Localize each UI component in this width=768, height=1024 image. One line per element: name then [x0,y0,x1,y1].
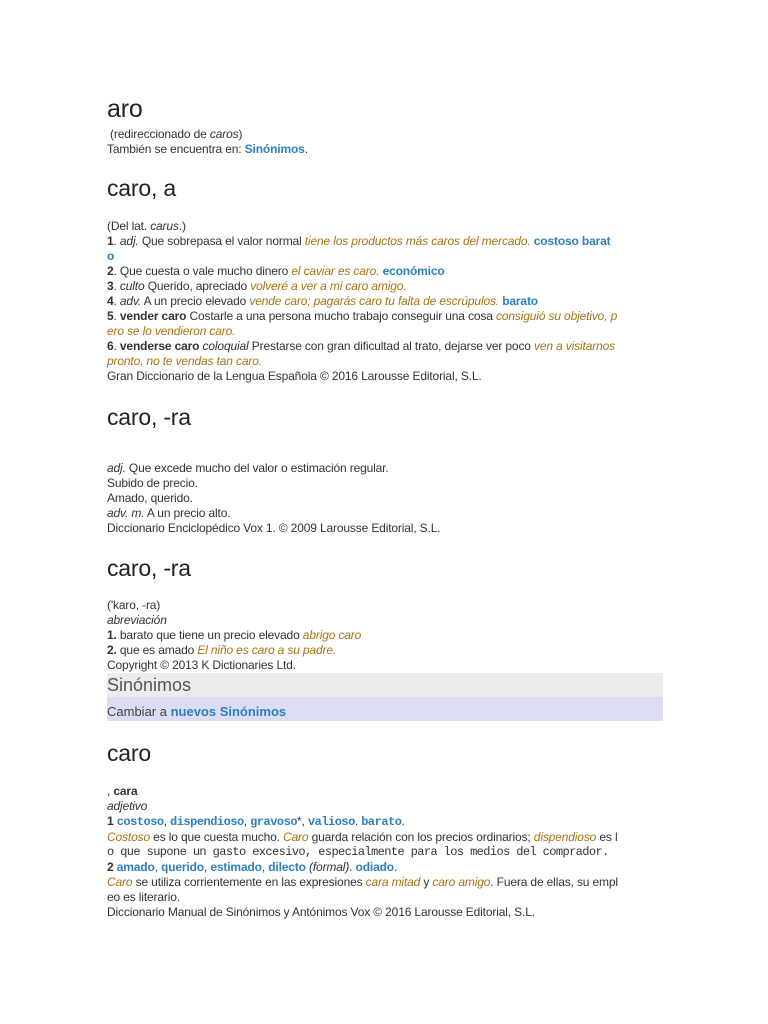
entry-title: caro, a [107,175,176,201]
feminine-form: , cara [107,784,138,798]
sense-6: 6. venderse caro coloquial Prestarse con gran dificultad al trato, dejarse ver poco ven a visitarnos [107,339,615,353]
synonym-group-2: 2 amado, querido, estimado, dilecto (formal). odiado. [107,860,398,874]
entry-aro [107,94,663,157]
entry-caro-ra-vox [107,403,663,431]
entry-caro-synonyms [107,739,663,767]
sense-3: Amado, querido. [107,491,193,505]
synonym-link[interactable]: estimado [210,860,262,874]
synonym-link[interactable]: amado [116,860,155,874]
sense-2: Subido de precio. [107,476,198,490]
section-title: Sinónimos [107,675,192,695]
synonym-link[interactable]: valioso [307,815,355,829]
new-synonyms-link[interactable]: nuevos Sinónimos [170,704,287,719]
usage-note-1: Costoso es lo que cuesta mucho. Caro guarda relación con los precios ordinarios; dispendioso es l [107,830,618,844]
antonym-link[interactable]: odiado [355,860,394,874]
part-of-speech: abreviación [107,613,167,627]
sense-1: 1. barato que tiene un precio elevado abrigo caro [107,628,362,642]
also-found-in: También se encuentra en: Sinónimos. [107,142,308,156]
source-credit: Copyright © 2013 K Dictionaries Ltd. [107,658,296,672]
synonym-link[interactable]: gravoso [250,815,298,829]
sense-1: adj. Que excede mucho del valor o estimación regular. [107,461,389,475]
synonym-link[interactable]: económico [382,264,445,278]
sense-2: 2. Que cuesta o vale mucho dinero el caviar es caro. económico [107,264,445,278]
synonyms-link[interactable]: Sinónimos [244,142,305,156]
source-credit: Gran Diccionario de la Lengua Española © 2016 Larousse Editorial, S.L. [107,369,482,383]
source-credit: Diccionario Enciclopédico Vox 1. © 2009 Larousse Editorial, S.L. [107,521,441,535]
entry-caro-synonyms-body [107,784,663,920]
entry-title: caro, -ra [107,555,191,581]
usage-note-2: Caro se utiliza corrientemente en las expresiones cara mitad y caro amigo. Fuera de ellas, su empl [107,875,618,889]
synonym-link[interactable]: costoso barat [533,234,611,248]
etymology: (Del lat. carus.) [107,219,186,233]
sense-5-cont: ero se lo vendieron caro. [107,324,236,338]
pronunciation: ('karo, -ra) [107,598,161,612]
synonym-link[interactable]: barato [502,294,538,308]
entry-title: caro [107,740,151,766]
entry-caro-a-body [107,219,663,384]
sense-2: 2. que es amado El niño es caro a su padre. [107,643,337,657]
synonyms-section-header [107,673,663,697]
sense-3: 3. culto Querido, apreciado volveré a ver a mi caro amigo. [107,279,407,293]
usage-note-1-cont: o que supone un gasto excesivo, especialmente para los medios del comprador. [107,845,609,859]
part-of-speech: adjetivo [107,799,148,813]
entry-caro-ra-kdict [107,554,663,582]
source-credit: Diccionario Manual de Sinónimos y Antónimos Vox © 2016 Larousse Editorial, S.L. [107,905,535,919]
sense-6-cont: pronto, no te vendas tan caro. [107,354,262,368]
synonym-link[interactable]: costoso [116,815,164,829]
synonym-link[interactable]: dilecto [268,860,306,874]
entry-title: caro, -ra [107,404,191,430]
synonym-link[interactable]: o [107,249,115,263]
sense-4: adv. m. A un precio alto. [107,506,231,520]
synonym-link[interactable]: dispendioso [170,815,244,829]
synonym-group-1: 1 costoso, dispendioso, gravoso*, valioso. barato. [107,814,405,829]
synonym-link[interactable]: barato [361,815,402,829]
synonym-link[interactable]: querido [161,860,204,874]
sense-4: 4. adv. A un precio elevado vende caro; pagarás caro tu falta de escrúpulos. barato [107,294,538,308]
usage-note-2-cont: eo es literario. [107,890,180,904]
entry-caro-a [107,174,663,202]
redirect-note: (redireccionado de caros) [110,127,243,141]
entry-title: aro [107,95,143,123]
entry-caro-ra-kdict-body [107,598,663,673]
sense-1-cont [107,249,663,264]
entry-caro-ra-vox-body [107,461,663,536]
sense-5: 5. vender caro Costarle a una persona mucho trabajo conseguir una cosa consiguió su objetivo, p [107,309,618,323]
change-synonyms-bar: Cambiar a nuevos Sinónimos [107,697,663,721]
sense-1: 1. adj. Que sobrepasa el valor normal tiene los productos más caros del mercado. costoso barat [107,234,611,248]
